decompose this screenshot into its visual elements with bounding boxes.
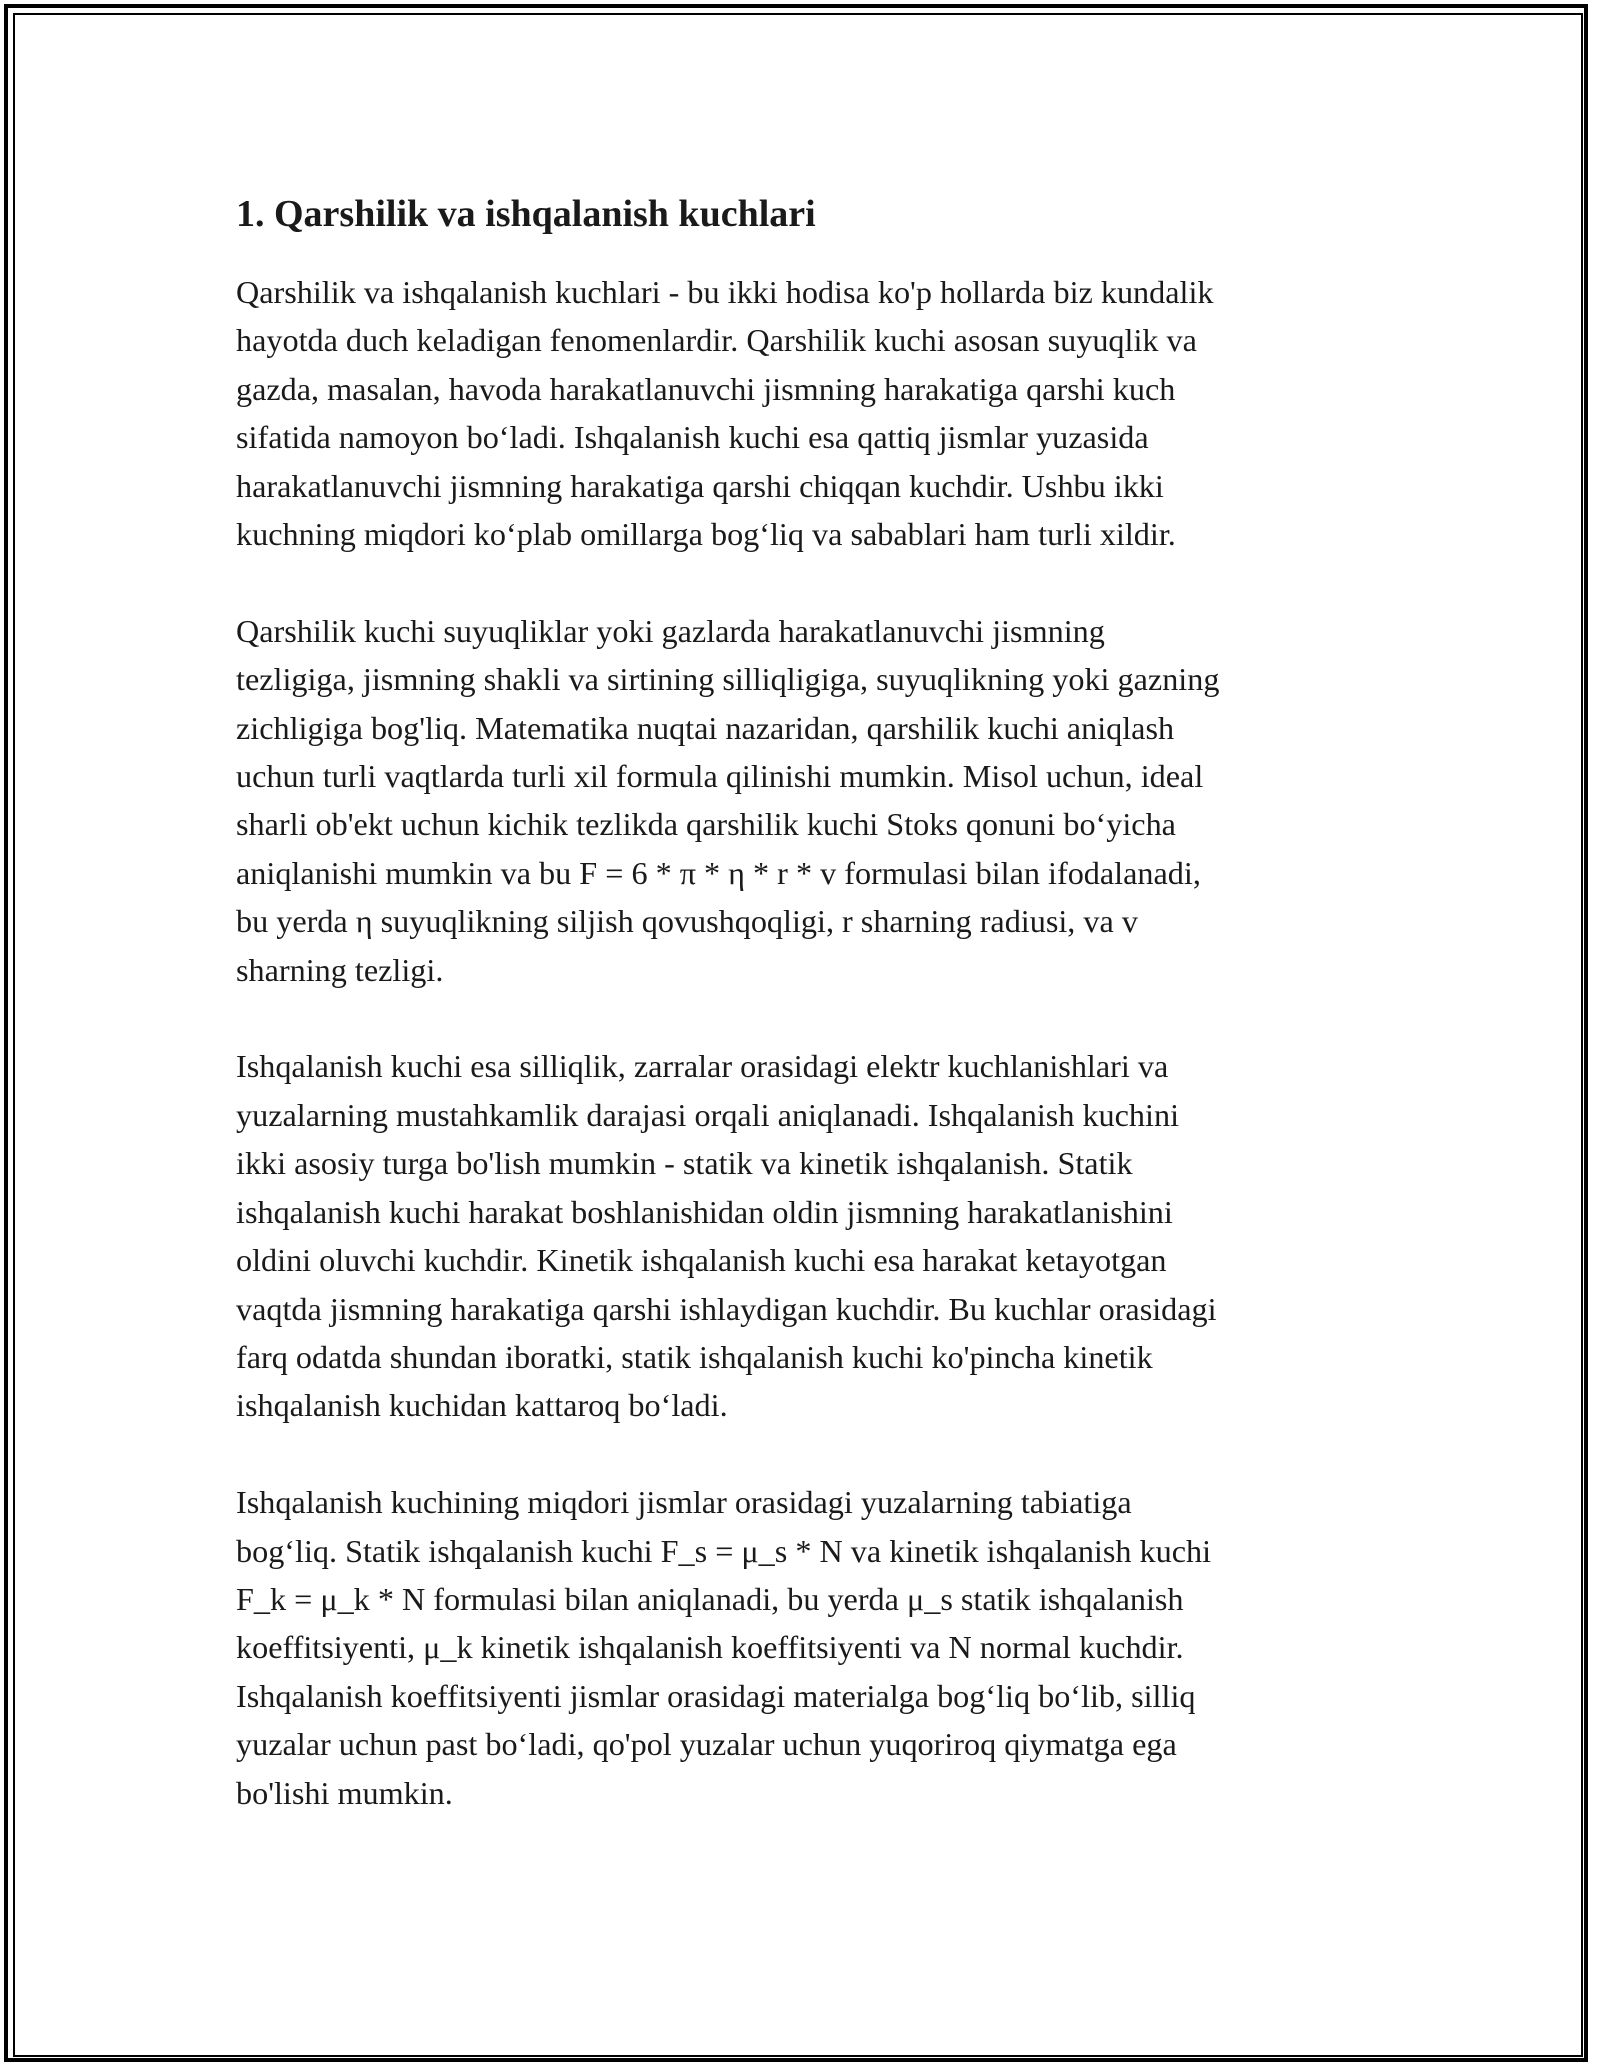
document-body [236,186,1366,1865]
section-heading: 1. Qarshilik va ishqalanish kuchlari [236,193,816,235]
paragraph-friction-types: Ishqalanish kuchi esa silliqlik, zarralar orasidagi elektr kuchlanishlari va yuzalarning mustahkamlik darajasi orqali aniqlanadi. Ishqalanish kuchini ikki asosiy turga bo'lish mumkin - statik va kinetik ishqalanish. Statik ishqalanish kuchi harakat boshlanishidan oldin jismning harakatlanishini oldini oluvchi kuchdir. Kinetik ishqalanish kuchi esa harakat ketayotgan vaqtda jismning harakatiga qarshi ishlaydigan kuchdir. Bu kuchlar orasidagi farq odatda shundan iboratki, statik ishqalanish kuchi ko'pincha kinetik ishqalanish kuchidan kattaroq bo‘ladi. [236,1048,1217,1424]
paragraph-intro: Qarshilik va ishqalanish kuchlari - bu ikki hodisa ko'p hollarda biz kundalik hayotda duch keladigan fenomenlardir. Qarshilik kuchi asosan suyuqlik va gazda, masalan, havoda harakatlanuvchi jismning harakatiga qarshi kuch sifatida namoyon bo‘ladi. Ishqalanish kuchi esa qattiq jismlar yuzasida harakatlanuvchi jismning harakatiga qarshi chiqqan kuchdir. Ushbu ikki kuchning miqdori ko‘plab omillarga bog‘liq va sabablari ham turli xildir. [236,274,1214,553]
paragraph-drag-force: Qarshilik kuchi suyuqliklar yoki gazlarda harakatlanuvchi jismning tezligiga, jismning shakli va sirtining silliqligiga, suyuqlikning yoki gazning zichligiga bog'liq. Matematika nuqtai nazaridan, qarshilik kuchi aniqlash uchun turli vaqtlarda turli xil formula qilinishi mumkin. Misol uchun, ideal sharli ob'ekt uchun kichik tezlikda qarshilik kuchi Stoks qonuni bo‘yicha aniqlanishi mumkin va bu F = 6 * π * η * r * v formulasi bilan ifodalanadi, bu yerda η suyuqlikning siljish qovushqoqligi, r sharning radiusi, va v sharning tezligi. [236,612,1220,988]
paragraph-friction-formula: Ishqalanish kuchining miqdori jismlar orasidagi yuzalarning tabiatiga bog‘liq. Statik ishqalanish kuchi F_s = μ_s * N va kinetik ishqalanish kuchi F_k = μ_k * N formulasi bilan aniqlanadi, bu yerda μ_s statik ishqalanish koeffitsiyenti, μ_k kinetik ishqalanish koeffitsiyenti va N normal kuchdir. Ishqalanish koeffitsiyenti jismlar orasidagi materialga bog‘liq bo‘lib, silliq yuzalar uchun past bo‘ladi, qo'pol yuzalar uchun yuqoriroq qiymatga ega bo'lishi mumkin. [236,1484,1212,1811]
